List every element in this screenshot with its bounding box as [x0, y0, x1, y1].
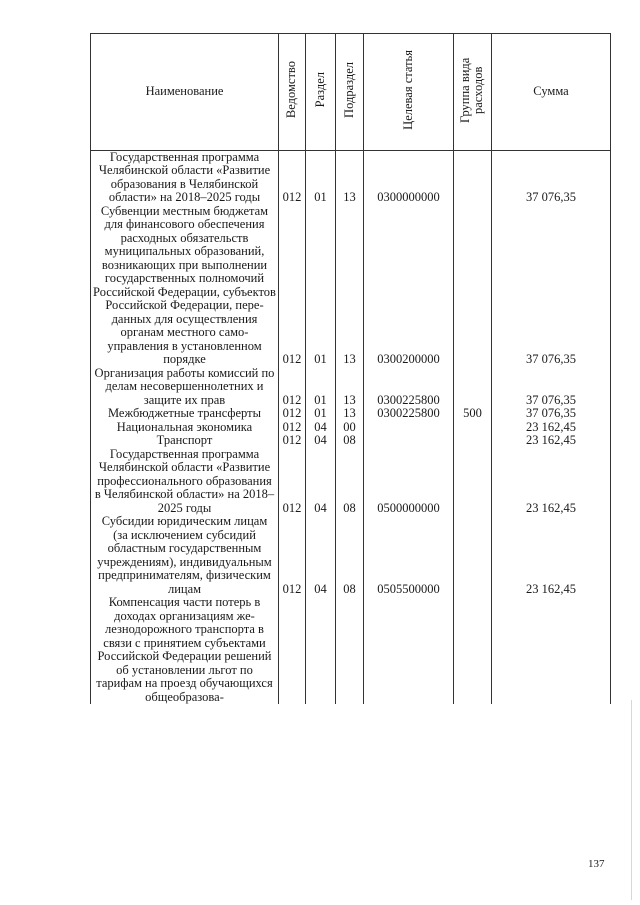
row-section: 04 [306, 448, 336, 516]
row-sum: 37 076,35 [492, 367, 611, 408]
header-section: Раздел [306, 34, 336, 151]
row-sum: 23 162,45 [492, 515, 611, 596]
header-row [91, 34, 611, 151]
row-name: Национальная экономика [91, 421, 279, 435]
scan-margin-line [631, 700, 632, 900]
row-target [364, 434, 454, 448]
row-dept: 012 [279, 150, 306, 205]
header-group: Группа вида расходов [454, 34, 492, 151]
row-subsection: 00 [336, 421, 364, 435]
row-target: 0505500000 [364, 515, 454, 596]
row-dept: 012 [279, 205, 306, 367]
row-name: Субсидии юридическим лицам (за исключением субсидий областным государственным учреждениям), индивидуальным предпринимателям, физическим лицам [91, 515, 279, 596]
table-row [91, 150, 611, 205]
row-subsection: 13 [336, 205, 364, 367]
row-sum [492, 596, 611, 704]
header-target: Целевая статья [364, 34, 454, 151]
row-name: Государственная программа Челябинской области «Развитие профессионального образования в Челябинской области» на 2018–2025 годы [91, 448, 279, 516]
row-target: 0300225800 [364, 407, 454, 421]
row-sum: 37 076,35 [492, 150, 611, 205]
row-sum: 23 162,45 [492, 421, 611, 435]
row-group [454, 596, 492, 704]
row-name: Компенсация части потерь в доходах организациям железнодорожного транспорта в связи с принятием субъектами Российской Федерации решений об установлении льгот по тарифам на проезд обучающихся общеобразова- [91, 596, 279, 704]
row-sum: 37 076,35 [492, 205, 611, 367]
row-group [454, 448, 492, 516]
row-dept: 012 [279, 421, 306, 435]
row-subsection: 08 [336, 448, 364, 516]
row-group [454, 434, 492, 448]
row-dept: 012 [279, 448, 306, 516]
row-dept: 012 [279, 434, 306, 448]
row-target: 0300200000 [364, 205, 454, 367]
table-row [91, 367, 611, 408]
page-number: 137 [588, 858, 605, 870]
row-name: Организация работы комиссий по делам несовершеннолетних и защите их прав [91, 367, 279, 408]
row-target: 0300225800 [364, 367, 454, 408]
budget-table [90, 33, 611, 704]
row-name: Субвенции местным бюджетам для финансового обеспечения расходных обязательств муниципальных образований, возникающих при выполнении государственных полномочий Российской Федерации, субъектов Российской Федерации, переданных для осуществления органам местного самоуправления в установленном порядке [91, 205, 279, 367]
row-subsection: 08 [336, 434, 364, 448]
row-section [306, 596, 336, 704]
header-sum: Сумма [492, 34, 611, 151]
row-target [364, 596, 454, 704]
table-row [91, 421, 611, 435]
row-section: 01 [306, 205, 336, 367]
row-group [454, 367, 492, 408]
table-row [91, 407, 611, 421]
header-name: Наименование [91, 34, 279, 151]
header-subsection: Подраздел [336, 34, 364, 151]
row-subsection: 08 [336, 515, 364, 596]
row-subsection: 13 [336, 150, 364, 205]
row-subsection [336, 596, 364, 704]
row-section: 01 [306, 367, 336, 408]
row-section: 04 [306, 434, 336, 448]
row-target: 0500000000 [364, 448, 454, 516]
row-section: 01 [306, 150, 336, 205]
row-section: 04 [306, 421, 336, 435]
row-subsection: 13 [336, 367, 364, 408]
row-name: Транспорт [91, 434, 279, 448]
row-target: 0300000000 [364, 150, 454, 205]
row-sum: 37 076,35 [492, 407, 611, 421]
row-name: Государственная программа Челябинской области «Развитие образования в Челябинской области» на 2018–2025 годы [91, 150, 279, 205]
row-section: 01 [306, 407, 336, 421]
row-dept: 012 [279, 515, 306, 596]
row-group [454, 421, 492, 435]
row-dept: 012 [279, 407, 306, 421]
row-sum: 23 162,45 [492, 448, 611, 516]
row-target [364, 421, 454, 435]
row-subsection: 13 [336, 407, 364, 421]
table-row [91, 515, 611, 596]
table-row [91, 434, 611, 448]
row-dept [279, 596, 306, 704]
row-group: 500 [454, 407, 492, 421]
table-row [91, 205, 611, 367]
row-name: Межбюджетные трансферты [91, 407, 279, 421]
row-group [454, 515, 492, 596]
row-section: 04 [306, 515, 336, 596]
row-group [454, 150, 492, 205]
header-dept: Ведомство [279, 34, 306, 151]
row-group [454, 205, 492, 367]
row-dept: 012 [279, 367, 306, 408]
row-sum: 23 162,45 [492, 434, 611, 448]
table-row [91, 596, 611, 704]
table-row [91, 448, 611, 516]
